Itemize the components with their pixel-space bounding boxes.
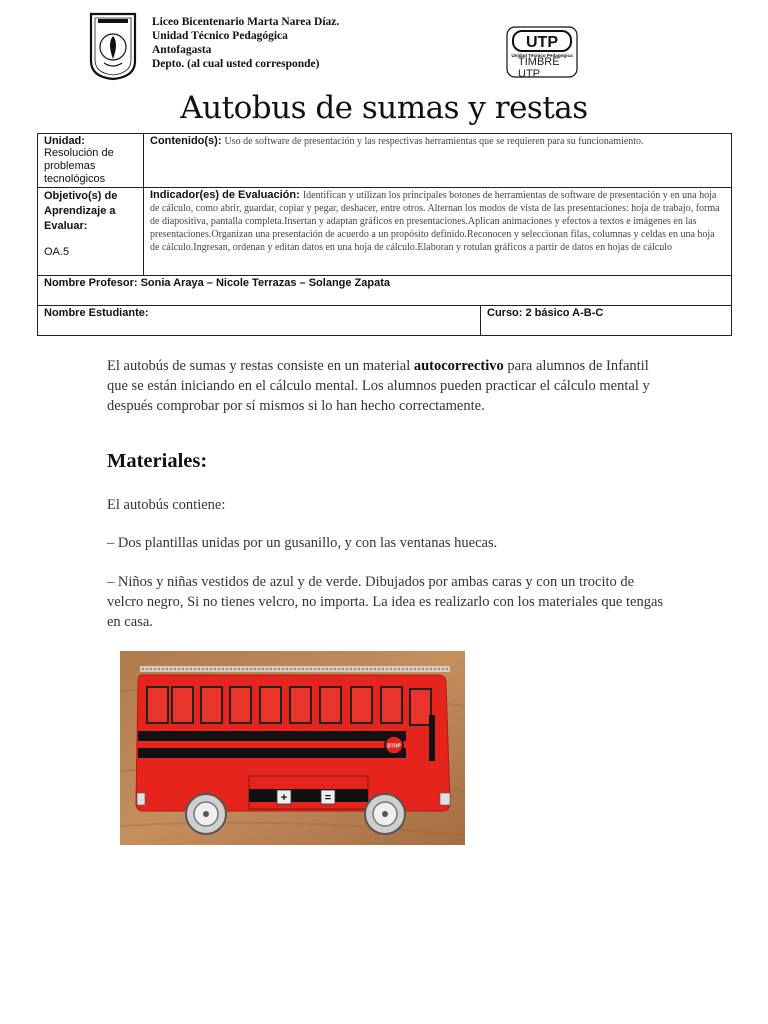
- indicador-value: Identifican y utilizan los principales botones de herramientas de software de presentación y en una hoja de cálculo, como abrir, guardar, copiar y pegar, deshacer, entre otros. Alternan los modos de vista de las presentaciones: hoja de trabajo, forma de diapositiva, pantalla completa.Insertan y adaptan gráficos en presentaciones.Aplican animaciones y efectos a textos e imágenes en las presentaciones.Organizan una presentación de acuerdo a un propósito definido.Reconocen y seleccionan filas, columnas y celdas en una hoja de cálculo.Ingresan, ordenan y editan datos en una hoja de cálculo.Elaboran y rotulan gráficos a partir de datos en hojas de cálculo: [150, 190, 720, 253]
- operation-strip: [249, 789, 368, 802]
- school-city: Antofagasta: [152, 44, 212, 56]
- unidad-value: Resolución de problemas tecnológicos: [44, 147, 114, 185]
- objetivo-cell: [38, 188, 144, 276]
- bus-stripe-bottom: [138, 748, 406, 758]
- bus-windows: [147, 687, 431, 725]
- intro-bold: autocorrectivo: [413, 358, 504, 374]
- materials-heading: Materiales:: [107, 450, 208, 472]
- utp-logo-subtitle: Unidad Técnico Pedagógica: [511, 53, 573, 58]
- school-name: Liceo Bicentenario Marta Narea Díaz.: [152, 16, 340, 28]
- objetivo-value: OA.5: [44, 246, 70, 258]
- stop-sign-icon: [385, 736, 403, 754]
- profesor-cell: Nombre Profesor: Sonia Araya – Nicole Terrazas – Solange Zapata: [38, 276, 732, 306]
- materials-paragraph-2: – Dos plantillas unidas por un gusanillo, y con las ventanas huecas.: [107, 535, 498, 551]
- equals-sign: =: [324, 792, 332, 804]
- bus-door-handle: [429, 715, 435, 761]
- school-info: [152, 15, 339, 71]
- stamp-line-2: UTP: [518, 68, 540, 80]
- intro-paragraph: [107, 356, 667, 416]
- page-title: Autobus de sumas y restas: [180, 90, 588, 126]
- bus-front-light: [440, 793, 450, 805]
- unidad-cell: [38, 134, 144, 188]
- objetivo-label: Objetivo(s) de Aprendizaje a Evaluar:: [44, 190, 118, 232]
- front-wheel-icon: [186, 794, 226, 834]
- materials-paragraph-3: – Niños y niñas vestidos de azul y de verde. Dibujados por ambas caras y con un trocito de velcro negro, Si no tienes velcro, no importa. La idea es realizarlo con los materiales que tengas en casa.: [107, 574, 664, 630]
- indicador-cell: [144, 188, 732, 276]
- unidad-label: Unidad:: [44, 135, 85, 147]
- bus-photo: [120, 651, 465, 845]
- school-department: Depto. (al cual usted corresponde): [152, 58, 320, 70]
- plus-sign: +: [280, 792, 288, 804]
- stamp-label: [518, 56, 560, 80]
- bus-rear-light: [137, 793, 145, 805]
- intro-text-2: para alumnos de Infantil que se están iniciando en el cálculo mental. Los alumnos pueden practicar el cálculo mental y después comprobar por sí mismos si lo han hecho correctamente.: [107, 358, 650, 414]
- contenido-label: Contenido(s):: [150, 135, 222, 147]
- stop-sign-label: STOP: [387, 743, 401, 750]
- school-seal-logo: [88, 11, 138, 81]
- rear-wheel-icon: [365, 794, 405, 834]
- indicador-label: Indicador(es) de Evaluación:: [150, 189, 300, 201]
- estudiante-cell: Nombre Estudiante:: [38, 306, 481, 336]
- utp-stamp: [506, 26, 578, 78]
- stamp-line-1: TIMBRE: [518, 56, 560, 68]
- bus-stripe-top: [138, 731, 406, 741]
- contenido-value: Uso de software de presentación y las respectivas herramientas que se requieren para su funcionamiento.: [224, 136, 644, 147]
- materials-paragraph-1: El autobús contiene:: [107, 497, 226, 513]
- utp-logo-text: UTP: [526, 34, 558, 51]
- info-table: [37, 133, 732, 336]
- school-unit: Unidad Técnico Pedagógica: [152, 30, 288, 42]
- intro-text-1: El autobús de sumas y restas consiste en un material: [107, 358, 414, 374]
- spiral-binding: [140, 666, 450, 672]
- contenido-cell: [144, 134, 732, 188]
- curso-cell: Curso: 2 básico A-B-C: [481, 306, 732, 336]
